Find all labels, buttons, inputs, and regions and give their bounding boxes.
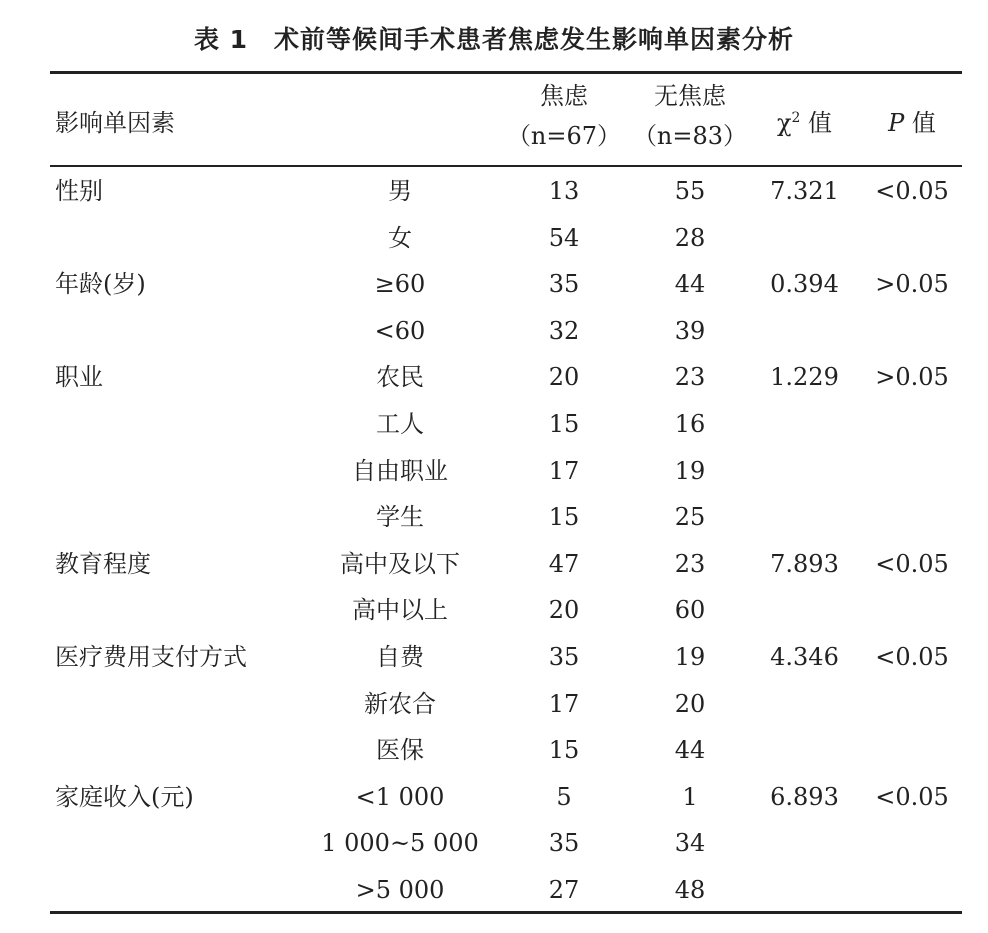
table-row [0,634,988,681]
anxiety-count-cell: 47 [548,549,580,578]
anxiety-count-cell: 32 [548,316,580,345]
level-cell: ≥60 [374,270,426,299]
level-cell: 女 [388,223,412,252]
table-row [0,774,988,821]
table-row [0,215,988,262]
anxiety-count-cell: 15 [548,503,580,532]
no-anxiety-count-cell: 34 [674,829,706,858]
anxiety-count-cell: 13 [548,177,580,205]
header-anxiety [494,76,634,156]
level-cell: 自由职业 [352,456,448,485]
top-rule [50,71,962,74]
anxiety-count-cell: 54 [548,223,580,252]
chi-square-cell: 7.321 [770,177,839,205]
anxiety-count-cell: 15 [548,736,580,765]
chi-square-cell: 7.893 [770,549,839,578]
no-anxiety-count-cell: 44 [674,736,706,765]
p-value-cell: >0.05 [875,270,949,299]
anxiety-count-cell: 27 [548,876,580,904]
no-anxiety-count-cell: 48 [674,876,706,904]
chi-symbol: χ [776,109,792,137]
header-no-anxiety-n: （n=83） [632,122,748,150]
level-cell: <1 000 [355,782,445,811]
table-row [0,401,988,448]
anxiety-count-cell: 35 [548,270,580,299]
factor-cell: 医疗费用支付方式 [55,643,247,671]
no-anxiety-count-cell: 39 [674,316,706,345]
anxiety-count-cell: 35 [548,643,580,671]
table-row [0,820,988,867]
p-value-cell: >0.05 [875,363,949,392]
anxiety-count-cell: 5 [556,782,572,811]
table-row [0,354,988,401]
factor-cell: 年龄(岁) [55,270,146,299]
level-cell: >5 000 [355,876,445,904]
level-cell: 男 [388,177,412,205]
no-anxiety-count-cell: 25 [674,503,706,532]
header-rule [50,165,962,167]
factor-cell: 职业 [55,363,103,392]
anxiety-count-cell: 35 [548,829,580,858]
no-anxiety-count-cell: 19 [674,456,706,485]
factor-cell: 教育程度 [55,549,151,578]
table-title [0,20,988,56]
level-cell: 医保 [376,736,424,765]
anxiety-count-cell: 20 [548,596,580,625]
no-anxiety-count-cell: 19 [674,643,706,671]
level-cell: 自费 [376,643,424,671]
level-cell: 学生 [376,503,424,532]
p-value-cell: <0.05 [875,782,949,811]
no-anxiety-count-cell: 23 [674,549,706,578]
no-anxiety-count-cell: 23 [674,363,706,392]
table-row [0,448,988,495]
anxiety-count-cell: 17 [548,689,580,718]
level-cell: 1 000~5 000 [321,829,479,858]
bottom-rule [50,911,962,914]
chi-suffix: 值 [800,109,833,137]
table-row [0,681,988,728]
header-p-value [862,103,962,138]
header-anxiety-n: （n=67） [506,122,622,150]
p-value-cell: <0.05 [875,177,949,205]
table-row [0,494,988,541]
anxiety-count-cell: 17 [548,456,580,485]
no-anxiety-count-cell: 1 [682,782,698,811]
table-row [0,867,988,914]
table-row [0,308,988,355]
p-suffix: 值 [904,109,936,137]
level-cell: 新农合 [364,689,436,718]
factor-cell: 家庭收入(元) [55,782,194,811]
chi-square-cell: 4.346 [770,643,839,671]
anxiety-count-cell: 15 [548,410,580,438]
chi-square-cell: 0.394 [770,270,839,299]
table-row [0,727,988,774]
chi-superscript: 2 [791,110,801,126]
table-number: 表 1 [193,25,249,54]
header-no-anxiety [620,76,760,156]
level-cell: 农民 [376,363,424,392]
level-cell: 高中及以下 [340,549,460,578]
chi-square-cell: 6.893 [770,782,839,811]
level-cell: 高中以上 [352,596,448,625]
header-no-anxiety-label: 无焦虑 [654,82,726,110]
no-anxiety-count-cell: 60 [674,596,706,625]
header-factor: 影响单因素 [55,109,175,137]
table-row [0,541,988,588]
no-anxiety-count-cell: 55 [674,177,706,205]
no-anxiety-count-cell: 20 [674,689,706,718]
p-value-cell: <0.05 [875,549,949,578]
no-anxiety-count-cell: 16 [674,410,706,438]
table-caption: 术前等候间手术患者焦虑发生影响单因素分析 [274,25,795,54]
p-value-cell: <0.05 [875,643,949,671]
level-cell: <60 [374,316,426,345]
table-row [0,261,988,308]
chi-square-cell: 1.229 [770,363,839,392]
p-symbol: P [888,109,905,137]
anxiety-count-cell: 20 [548,363,580,392]
header-chi-square [757,103,852,138]
level-cell: 工人 [376,410,424,438]
table-row [0,587,988,634]
no-anxiety-count-cell: 44 [674,270,706,299]
header-anxiety-label: 焦虑 [540,82,588,110]
no-anxiety-count-cell: 28 [674,223,706,252]
factor-cell: 性别 [55,177,103,205]
table-row [0,168,988,215]
